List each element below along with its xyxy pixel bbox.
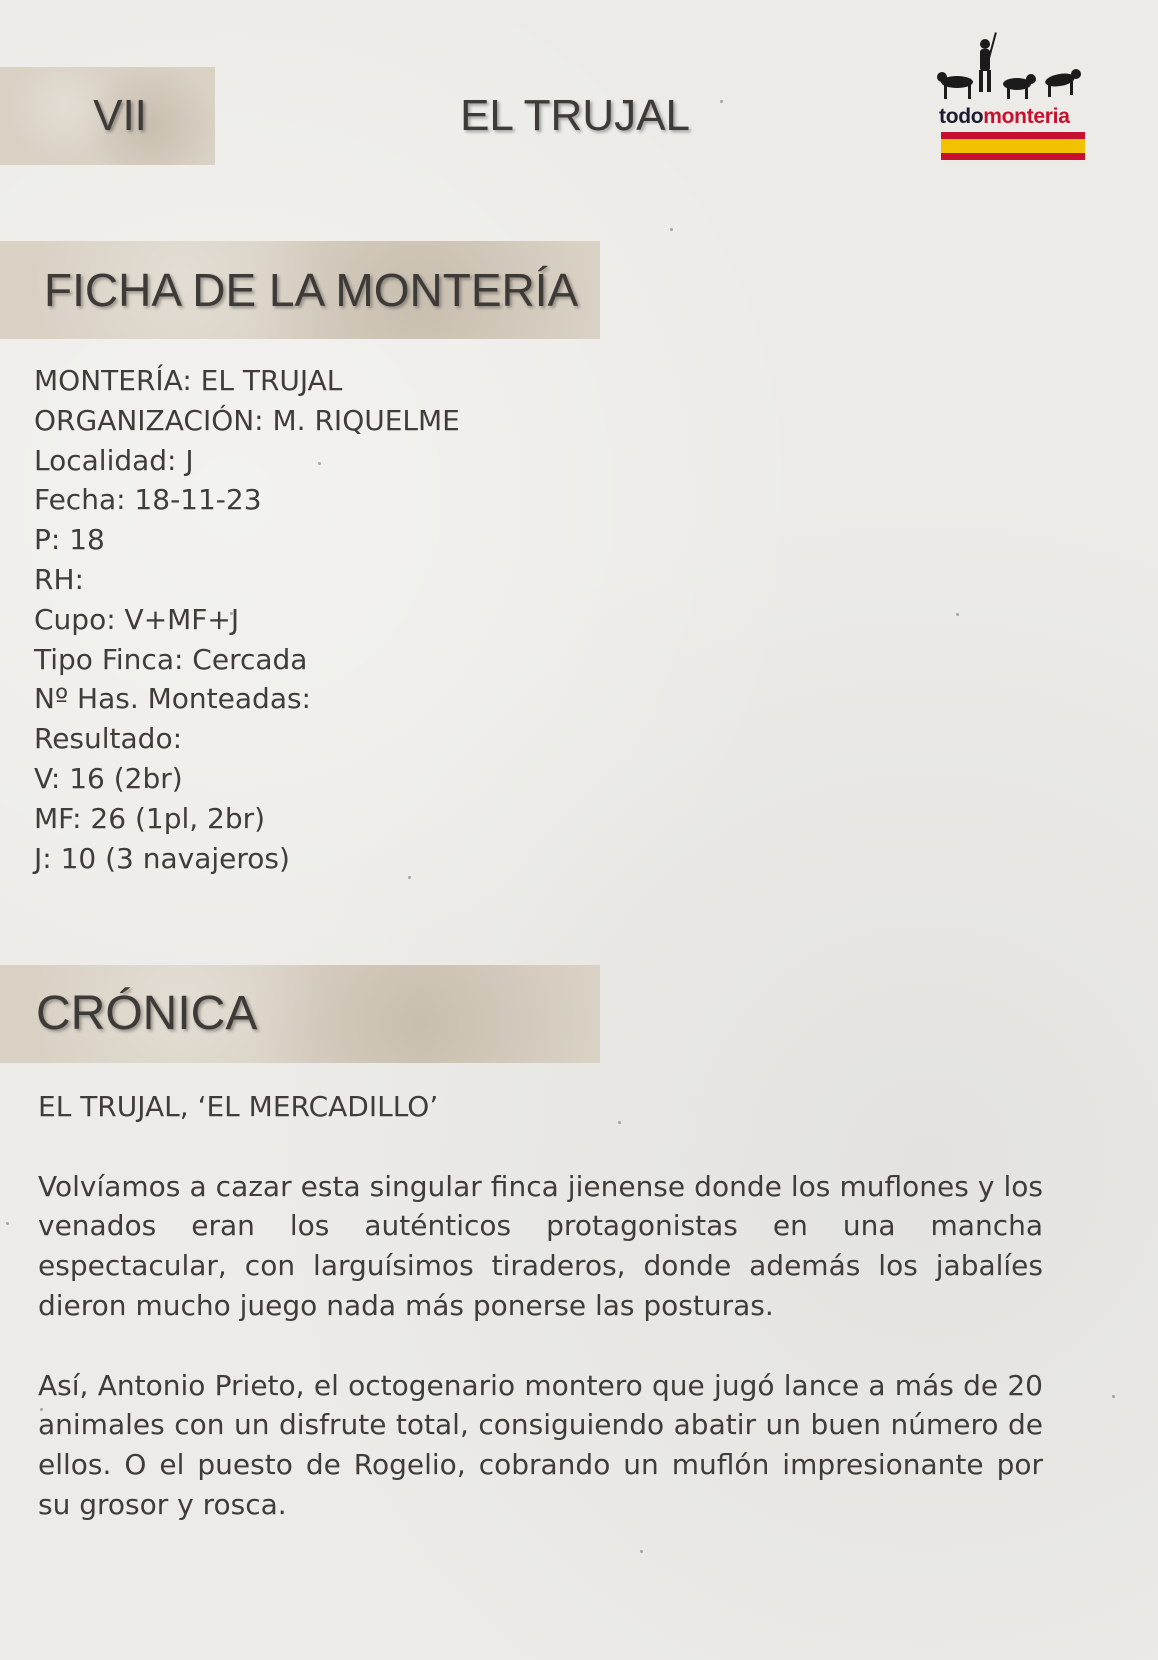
list-item: J: 10 (3 navajeros) [34,841,290,875]
list-item: Tipo Finca: Cercada [34,642,308,676]
list-item: Cupo: V+MF+J [34,602,240,636]
logo [935,30,1090,162]
paper-speck [1112,1395,1115,1398]
list-item: ORGANIZACIÓN: M. RIQUELME [34,403,460,437]
paper-speck [670,228,673,231]
paper-speck [956,613,959,616]
list-item: MF: 26 (1pl, 2br) [34,801,266,835]
hunter-with-dogs-icon [935,30,1090,106]
list-item: Resultado: [34,722,183,756]
page-title: EL TRUJAL [460,91,690,140]
article-paragraph: Volvíamos a cazar esta singular finca jienense donde los muflones y los venados eran los auténticos protagonistas en una mancha espectacular, con larguísimos tiraderos, donde además los jabalíes dieron mucho juego nada más ponerse las posturas. [38,1169,1043,1322]
article-subtitle: EL TRUJAL, ‘EL MERCADILLO’ [38,1090,439,1123]
ficha-list [34,361,460,878]
list-item: V: 16 (2br) [34,761,183,795]
paper-speck [6,1222,9,1225]
logo-wordmark: todomonteria [939,105,1070,128]
cronica-heading: CRÓNICA [36,987,258,1040]
article-paragraph: Así, Antonio Prieto, el octogenario montero que jugó lance a más de 20 animales con un disfrute total, consiguiendo abatir un buen número de ellos. O el puesto de Rogelio, cobrando un muflón impresionante por su grosor y rosca. [38,1368,1043,1521]
list-item: RH: [34,562,84,596]
spanish-flag-icon [941,132,1085,160]
cronica-article [38,1087,1043,1565]
list-item: Localidad: J [34,443,194,477]
list-item: P: 18 [34,523,105,557]
list-item: Fecha: 18-11-23 [34,483,262,517]
list-item: Nº Has. Monteadas: [34,682,311,716]
ficha-heading: FICHA DE LA MONTERÍA [44,264,579,316]
list-item: MONTERÍA: EL TRUJAL [34,364,343,397]
chapter-number: VII [93,91,147,140]
